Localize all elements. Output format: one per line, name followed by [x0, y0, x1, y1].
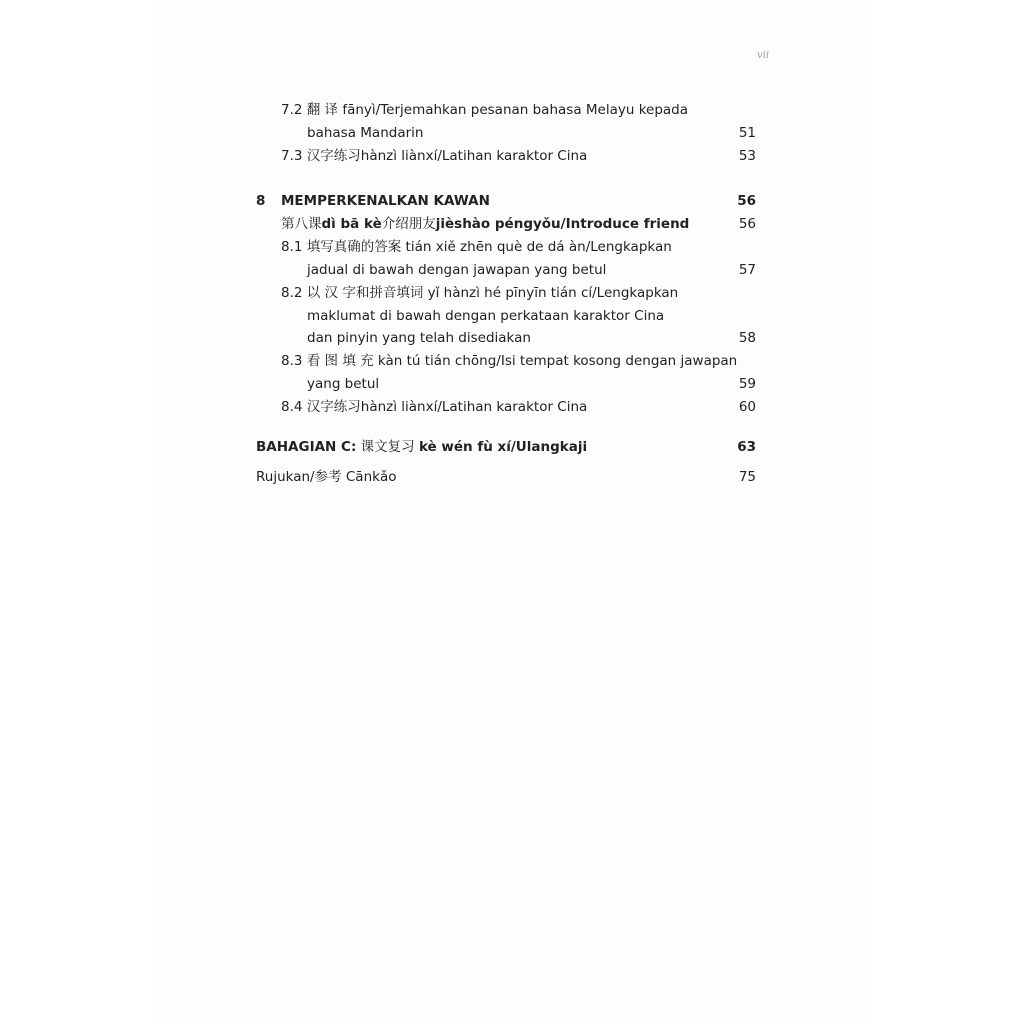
toc-entry-8-2-line3: dan pinyin yang telah disediakan: [307, 330, 531, 346]
part-c-pinyin: kè wén fù xí/Ulangkaji: [418, 439, 588, 455]
toc-entry-7-3-page: 53: [738, 148, 756, 164]
chapter-8-subtitle: [281, 215, 689, 233]
toc-entry-8-2-page: 58: [738, 330, 756, 346]
toc-entry-8-4: 8.4 汉字练习hànzì liànxí/Latihan karaktor Cina: [281, 399, 588, 415]
toc-entry-8-3-page: 59: [738, 376, 756, 392]
chapter-8-subtitle-page: 56: [738, 216, 756, 232]
part-c-page: 63: [737, 439, 756, 455]
part-c-label: BAHAGIAN C:: [256, 439, 357, 455]
chapter-8-subtitle-hanzi-topic: 介绍朋友: [381, 216, 436, 232]
references-entry: Rujukan/参考 Cānkǎo: [256, 469, 397, 485]
toc-entry-8-1-line2: jadual di bawah dengan jawapan yang betul: [307, 262, 607, 278]
toc-entry-7-2-page: 51: [738, 125, 756, 141]
chapter-8-number: 8: [256, 193, 266, 209]
roman-page-number: vii: [757, 50, 770, 61]
references-page: 75: [738, 469, 756, 485]
toc-entry-8-2-line1: 8.2 以 汉 字和拼音填词 yǐ hànzì hé pīnyīn tián cí/Lengkapkan: [281, 285, 679, 301]
toc-entry-7-2-line2: bahasa Mandarin: [307, 125, 424, 141]
chapter-8-subtitle-hanzi-lesson: 第八课: [281, 216, 322, 232]
toc-entry-8-1-page: 57: [738, 262, 756, 278]
part-c-hanzi: 课文复习: [356, 439, 419, 455]
toc-entry-7-3: 7.3 汉字练习hànzì liànxí/Latihan karaktor Cina: [281, 148, 588, 164]
part-c-heading: [256, 438, 587, 456]
chapter-8-page: 56: [737, 193, 756, 209]
toc-entry-8-1-line1: 8.1 填写真确的答案 tián xiě zhēn què de dá àn/Lengkapkan: [281, 239, 672, 255]
toc-entry-8-2-line2: maklumat di bawah dengan perkataan karaktor Cina: [307, 308, 665, 324]
toc-entry-7-2-line1: 7.2 翻 译 fānyì/Terjemahkan pesanan bahasa Melayu kepada: [281, 102, 689, 118]
toc-entry-8-4-page: 60: [738, 399, 756, 415]
chapter-8-subtitle-pinyin-topic: jièshào péngyǒu/Introduce friend: [435, 216, 690, 232]
toc-entry-8-3-line2: yang betul: [307, 376, 380, 392]
toc-entry-8-3-line1: 8.3 看 图 填 充 kàn tú tián chōng/Isi tempat kosong dengan jawapan: [281, 353, 738, 369]
chapter-8-subtitle-pinyin-lesson: dì bā kè: [321, 216, 382, 232]
chapter-8-title: MEMPERKENALKAN KAWAN: [281, 193, 490, 209]
